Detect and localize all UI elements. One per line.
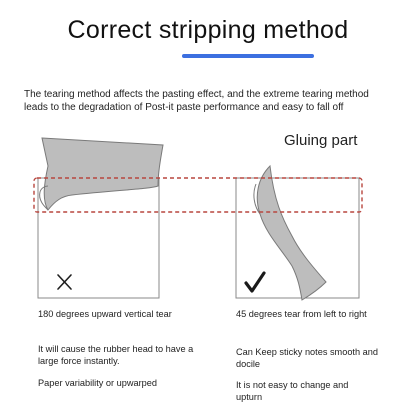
- left-caption-angle: 180 degrees upward vertical tear: [38, 309, 172, 319]
- gluing-part-label: Gluing part: [284, 132, 358, 149]
- intro-text: The tearing method affects the pasting effect, and the extreme tearing method leads to the degradation of Post-it paste performance and easy to fall off: [24, 89, 369, 113]
- right-caption-smooth: Can Keep sticky notes smooth and docile: [236, 347, 378, 369]
- right-caption-upturn: It is not easy to change and upturn: [236, 380, 349, 402]
- left-caption-warp: Paper variability or upwarped: [38, 378, 157, 388]
- left-caption-force: It will cause the rubber head to have a large force instantly.: [38, 344, 194, 366]
- right-caption-angle: 45 degrees tear from left to right: [236, 309, 367, 319]
- page-title: Correct stripping method: [67, 16, 349, 44]
